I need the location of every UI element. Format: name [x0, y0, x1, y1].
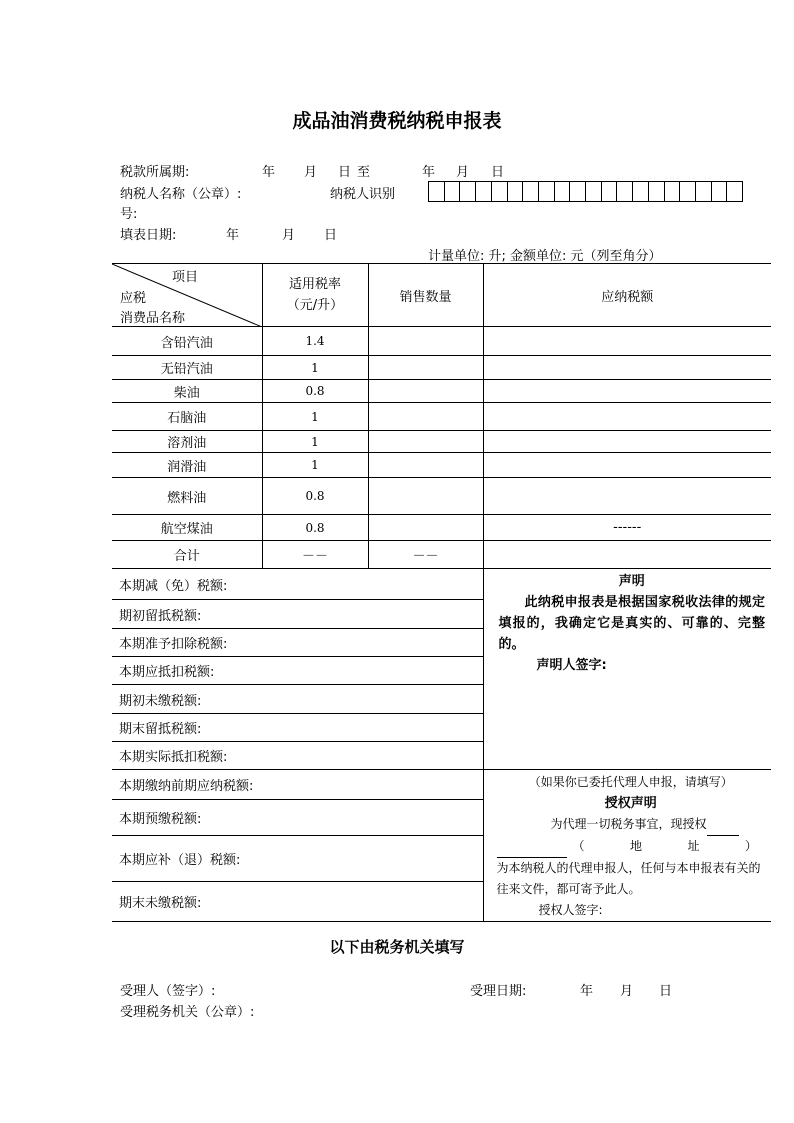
row-name: 含铅汽油 — [112, 327, 262, 356]
agent-name-blank[interactable] — [707, 814, 739, 836]
tax-office-label[interactable]: 受理税务机关（公章）: — [120, 1005, 255, 1020]
field-closing-unpaid[interactable]: 期末未缴税额: — [112, 881, 483, 921]
row-quantity-cell[interactable] — [368, 327, 483, 356]
field-opening-unpaid[interactable]: 期初未缴税额: — [112, 685, 483, 714]
row-quantity-cell[interactable] — [368, 431, 483, 453]
tax-summary-table — [112, 568, 771, 922]
row-name: 无铅汽油 — [112, 356, 262, 380]
fill-date-day: 日 — [324, 228, 338, 243]
period-end-year: 年 — [422, 165, 436, 180]
field-opening-credit[interactable]: 期初留抵税额: — [112, 600, 483, 629]
row-name: 航空煤油 — [112, 515, 262, 541]
header-amount: 应纳税额 — [483, 264, 771, 327]
table-row — [112, 478, 771, 515]
authorization-cell — [483, 770, 771, 922]
table-row — [112, 327, 771, 356]
total-rate: －－ — [262, 541, 368, 569]
taxpayer-name-label: 纳税人名称（公章）: — [120, 187, 242, 202]
row-name: 石脑油 — [112, 403, 262, 431]
declaration-body: 此纳税申报表是根据国家税收法律的规定填报的，我确定它是真实的、可靠的、完整的。 — [498, 595, 765, 652]
receiver-label[interactable]: 受理人（签字）: — [120, 984, 216, 999]
header-rate-line1: 适用税率 — [288, 277, 341, 292]
receive-date-label: 受理日期: — [470, 984, 527, 999]
authorization-line1: 为代理一切税务事宜，现授权 — [550, 817, 707, 831]
authorization-signer[interactable]: 授权人签字: — [538, 903, 603, 917]
table-row — [112, 356, 771, 380]
row-amount-cell[interactable] — [483, 356, 771, 380]
field-refund-tax[interactable]: 本期应补（退）税额: — [112, 836, 483, 881]
field-actual-offset[interactable]: 本期实际抵扣税额: — [112, 742, 483, 770]
table-row — [112, 380, 771, 403]
taxpayer-id-label: 纳税人识别 — [330, 187, 396, 202]
period-end-day: 日 — [491, 165, 505, 180]
row-quantity-cell[interactable] — [368, 478, 483, 515]
header-quantity: 销售数量 — [368, 264, 483, 327]
row-rate: 0.8 — [262, 380, 368, 403]
row-rate: 1.4 — [262, 327, 368, 356]
taxpayer-id-grid[interactable] — [428, 181, 743, 202]
address-open: （ — [572, 839, 585, 853]
header-rate — [262, 264, 368, 327]
row-name: 溶剂油 — [112, 431, 262, 453]
field-prior-paid[interactable]: 本期缴纳前期应纳税额: — [112, 770, 483, 800]
table-row — [112, 453, 771, 478]
period-start-year: 年 — [262, 165, 276, 180]
field-closing-credit[interactable]: 期末留抵税额: — [112, 714, 483, 742]
row-amount-cell[interactable] — [483, 478, 771, 515]
fill-date-month: 月 — [282, 228, 296, 243]
period-label: 税款所属期: — [120, 165, 190, 180]
row-quantity-cell[interactable] — [368, 453, 483, 478]
header-diagonal-cell — [112, 264, 262, 327]
row-name: 润滑油 — [112, 453, 262, 478]
period-start-month: 月 — [304, 165, 318, 180]
row-rate: 1 — [262, 453, 368, 478]
fill-date-year: 年 — [226, 228, 240, 243]
row-quantity-cell[interactable] — [368, 403, 483, 431]
total-quantity: －－ — [368, 541, 483, 569]
row-name: 燃料油 — [112, 478, 262, 515]
period-end-month: 月 — [456, 165, 470, 180]
total-amount-cell[interactable] — [483, 541, 771, 569]
agent-name-blank-2[interactable] — [497, 836, 567, 858]
taxpayer-id-label-cont: 号: — [120, 207, 138, 222]
row-rate: 1 — [262, 431, 368, 453]
authorization-hint: （如果你已委托代理人申报，请填写） — [528, 775, 733, 789]
declaration-title: 声明 — [618, 574, 645, 589]
fill-date-label: 填表日期: — [120, 228, 177, 243]
field-deductible-tax[interactable]: 本期准予扣除税额: — [112, 629, 483, 657]
receive-date-day: 日 — [659, 984, 673, 999]
authorization-line3: 为本纳税人的代理申报人，任何与本申报表有关的往来文件，都可寄予此人。 — [496, 861, 761, 896]
receive-date-month: 月 — [620, 984, 634, 999]
address-close: ） — [744, 839, 757, 853]
row-rate: 1 — [262, 403, 368, 431]
field-reduced-tax[interactable]: 本期减（免）税额: — [112, 569, 483, 600]
row-amount-cell[interactable] — [483, 453, 771, 478]
row-amount-cell[interactable] — [483, 403, 771, 431]
declaration-signer[interactable]: 声明人签字: — [536, 658, 607, 673]
address-di: 地 — [629, 839, 642, 853]
table-row — [112, 515, 771, 541]
row-amount-cell[interactable] — [483, 431, 771, 453]
row-amount-cell[interactable] — [483, 380, 771, 403]
unit-note: 计量单位: 升; 金额单位: 元（列至角分） — [428, 249, 662, 264]
row-name: 柴油 — [112, 380, 262, 403]
tax-table — [112, 263, 771, 569]
row-quantity-cell[interactable] — [368, 515, 483, 541]
table-row — [112, 431, 771, 453]
header-item: 项目 — [172, 270, 199, 285]
row-amount-cell[interactable] — [483, 327, 771, 356]
tax-office-section-title: 以下由税务机关填写 — [329, 938, 465, 956]
row-quantity-cell[interactable] — [368, 380, 483, 403]
authorization-title: 授权声明 — [604, 796, 657, 811]
table-row — [112, 403, 771, 431]
field-offset-tax[interactable]: 本期应抵扣税额: — [112, 657, 483, 685]
row-rate: 1 — [262, 356, 368, 380]
row-rate: 0.8 — [262, 478, 368, 515]
total-name: 合计 — [112, 541, 262, 569]
header-tax: 应税 — [120, 291, 147, 306]
field-prepaid-tax[interactable]: 本期预缴税额: — [112, 799, 483, 836]
table-total-row — [112, 541, 771, 569]
header-rate-line2: （元/升） — [286, 298, 344, 313]
receive-date-year: 年 — [580, 984, 594, 999]
row-amount-cell[interactable]: ------ — [483, 515, 771, 541]
address-zhi: 址 — [687, 839, 700, 853]
page-title: 成品油消费税纳税申报表 — [292, 110, 502, 132]
row-rate: 0.8 — [262, 515, 368, 541]
period-start-day: 日 — [338, 165, 352, 180]
header-product-name: 消费品名称 — [120, 311, 186, 326]
declaration-cell — [483, 569, 771, 770]
period-to: 至 — [357, 165, 371, 180]
table-header-row — [112, 264, 771, 327]
row-quantity-cell[interactable] — [368, 356, 483, 380]
